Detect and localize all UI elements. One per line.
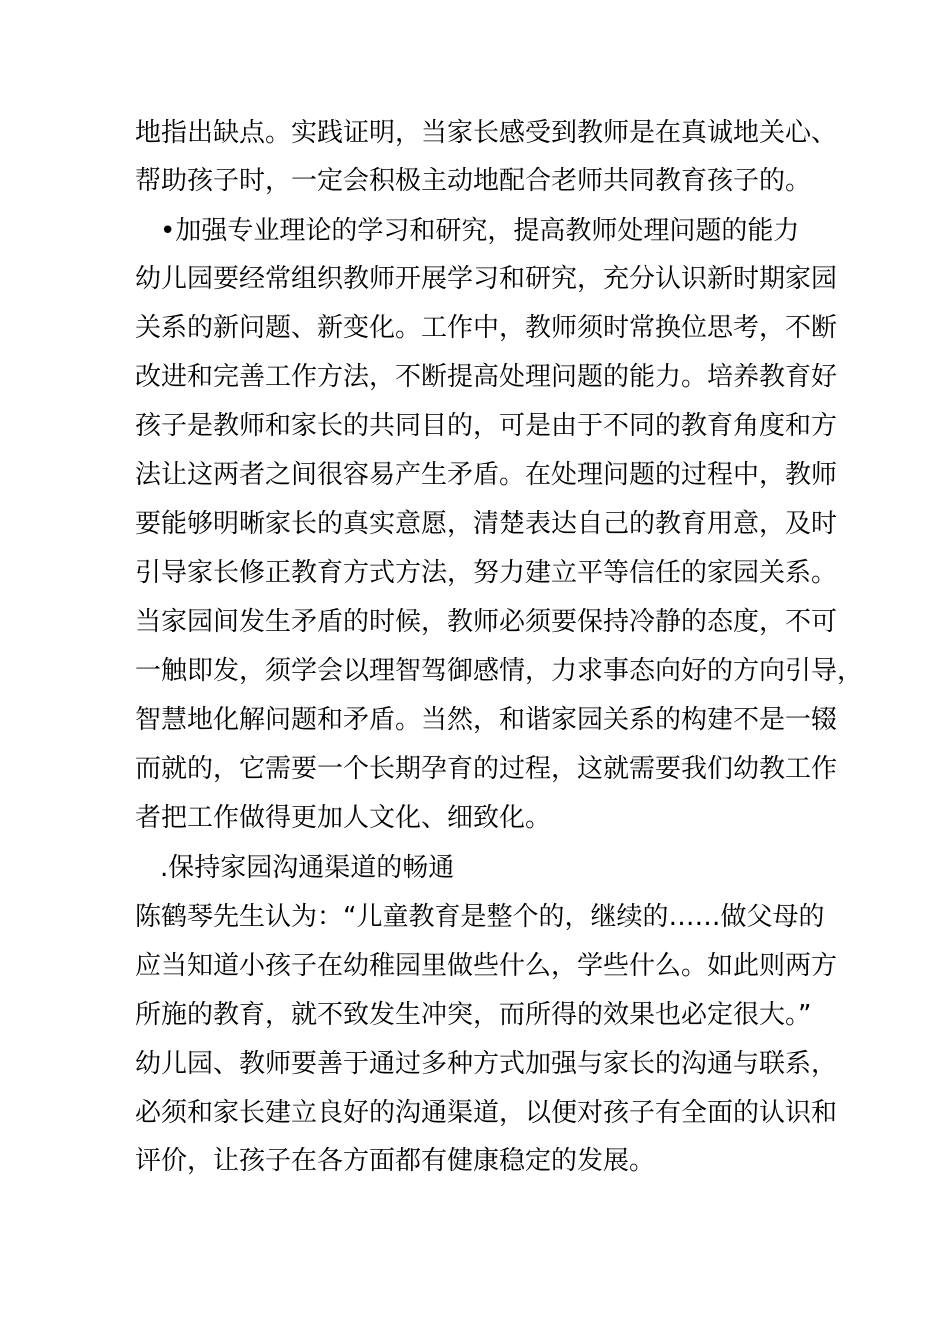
text-line: 智慧地化解问题和矛盾。当然，和谐家园关系的构建不是一辍 [135,705,838,735]
section-heading: •加强专业理论的学习和研究，提高教师处理问题的能力 [160,216,800,246]
text-line: 引导家长修正教育方式方法，努力建立平等信任的家园关系。 [135,558,838,588]
text-line: 改进和完善工作方法，不断提高处理问题的能力。培养教育好 [135,362,838,392]
text-line: 关系的新问题、新变化。工作中，教师须时常换位思考，不断 [135,313,838,343]
text-line: 地指出缺点。实践证明，当家长感受到教师是在真诚地关心、 [135,118,838,148]
text-line: 要能够明晰家长的真实意愿，清楚表达自己的教育用意，及时 [135,509,838,539]
text-line: 必须和家长建立良好的沟通渠道，以便对孩子有全面的认识和 [135,1098,838,1128]
text-line: 法让这两者之间很容易产生矛盾。在处理问题的过程中，教师 [135,460,838,490]
text-line: 者把工作做得更加人文化、细致化。 [135,803,552,833]
text-line: 帮助孩子时，一定会积极主动地配合老师共同教育孩子的。 [135,166,812,196]
text-line: 幼儿园、教师要善于通过多种方式加强与家长的沟通与联系， [135,1049,838,1079]
text-line: 孩子是教师和家长的共同目的，可是由于不同的教育角度和方 [135,411,838,441]
text-line: 一触即发，须学会以理智驾御感情，力求事态向好的方向引导， [135,656,864,686]
text-line: 所施的教育，就不致发生冲突，而所得的效果也必定很大。” [135,1000,812,1030]
text-line: 评价，让孩子在各方面都有健康稳定的发展。 [135,1146,656,1176]
text-line: 当家园间发生矛盾的时候，教师必须要保持冷静的态度，不可 [135,607,838,637]
section-heading: .保持家园沟通渠道的畅通 [160,853,455,883]
text-line: 应当知道小孩子在幼稚园里做些什么，学些什么。如此则两方 [135,951,838,981]
text-line: 幼儿园要经常组织教师开展学习和研究，充分认识新时期家园 [135,264,838,294]
text-line: 而就的，它需要一个长期孕育的过程，这就需要我们幼教工作 [135,754,838,784]
text-line: 陈鹤琴先生认为：“儿童教育是整个的，继续的……做父母的 [135,902,825,932]
